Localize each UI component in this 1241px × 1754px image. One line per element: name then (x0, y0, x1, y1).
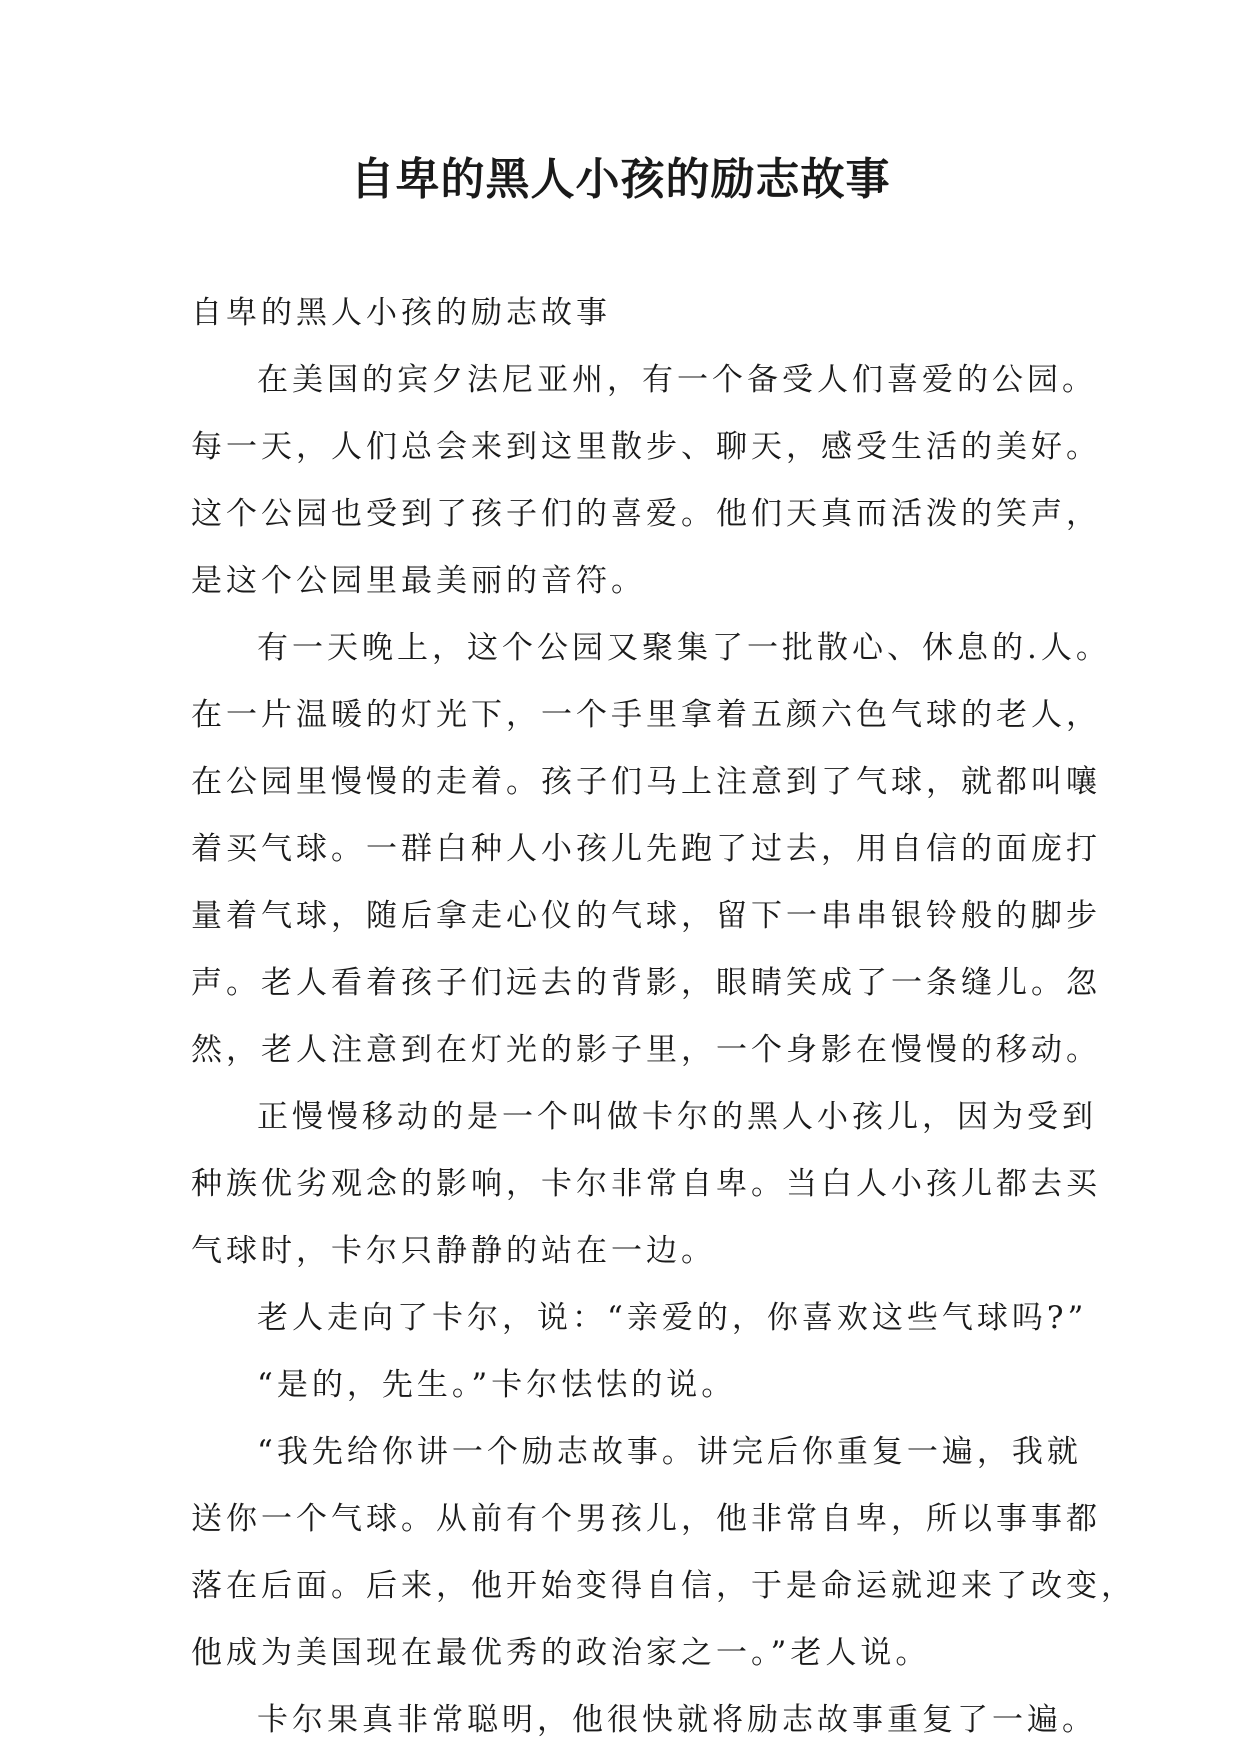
text-line: 送你一个气球。从前有个男孩儿，他非常自卑，所以事事都 (191, 1501, 1101, 1537)
text-line: “我先给你讲一个励志故事。讲完后你重复一遍，我就 (257, 1434, 1082, 1470)
text-line: 在公园里慢慢的走着。孩子们马上注意到了气球，就都叫嚷 (191, 764, 1101, 800)
text-line: 落在后面。后来，他开始变得自信，于是命运就迎来了改变， (191, 1568, 1136, 1604)
text-line: 然，老人注意到在灯光的影子里，一个身影在慢慢的移动。 (191, 1032, 1101, 1068)
text-line: 量着气球，随后拿走心仪的气球，留下一串串银铃般的脚步 (191, 898, 1101, 934)
text-line: 每一天，人们总会来到这里散步、聊天，感受生活的美好。 (191, 429, 1101, 465)
text-line: 他成为美国现在最优秀的政治家之一。”老人说。 (191, 1635, 931, 1671)
text-line: 这个公园也受到了孩子们的喜爱。他们天真而活泼的笑声， (191, 496, 1101, 532)
text-line: 是这个公园里最美丽的音符。 (191, 563, 646, 599)
text-line: 有一天晚上，这个公园又聚集了一批散心、休息的.人。 (257, 630, 1111, 666)
text-line: 在美国的宾夕法尼亚州，有一个备受人们喜爱的公园。 (257, 362, 1097, 398)
text-line: 老人走向了卡尔，说：“亲爱的，你喜欢这些气球吗?” (257, 1300, 1088, 1336)
text-line: 气球时，卡尔只静静的站在一边。 (191, 1233, 716, 1269)
text-line: 卡尔果真非常聪明，他很快就将励志故事重复了一遍。 (257, 1702, 1097, 1738)
document-body (191, 280, 1136, 1754)
text-line: 种族优劣观念的影响，卡尔非常自卑。当白人小孩儿都去买 (191, 1166, 1101, 1202)
text-line: “是的，先生。”卡尔怯怯的说。 (257, 1367, 737, 1403)
text-line: 在一片温暖的灯光下，一个手里拿着五颜六色气球的老人， (191, 697, 1101, 733)
text-line: 声。老人看着孩子们远去的背影，眼睛笑成了一条缝儿。忽 (191, 965, 1101, 1001)
text-line: 自卑的黑人小孩的励志故事 (191, 295, 611, 331)
text-line: 正慢慢移动的是一个叫做卡尔的黑人小孩儿，因为受到 (257, 1099, 1097, 1135)
document-title: 自卑的黑人小孩的励志故事 (350, 154, 891, 205)
text-line: 着买气球。一群白种人小孩儿先跑了过去，用自信的面庞打 (191, 831, 1101, 867)
